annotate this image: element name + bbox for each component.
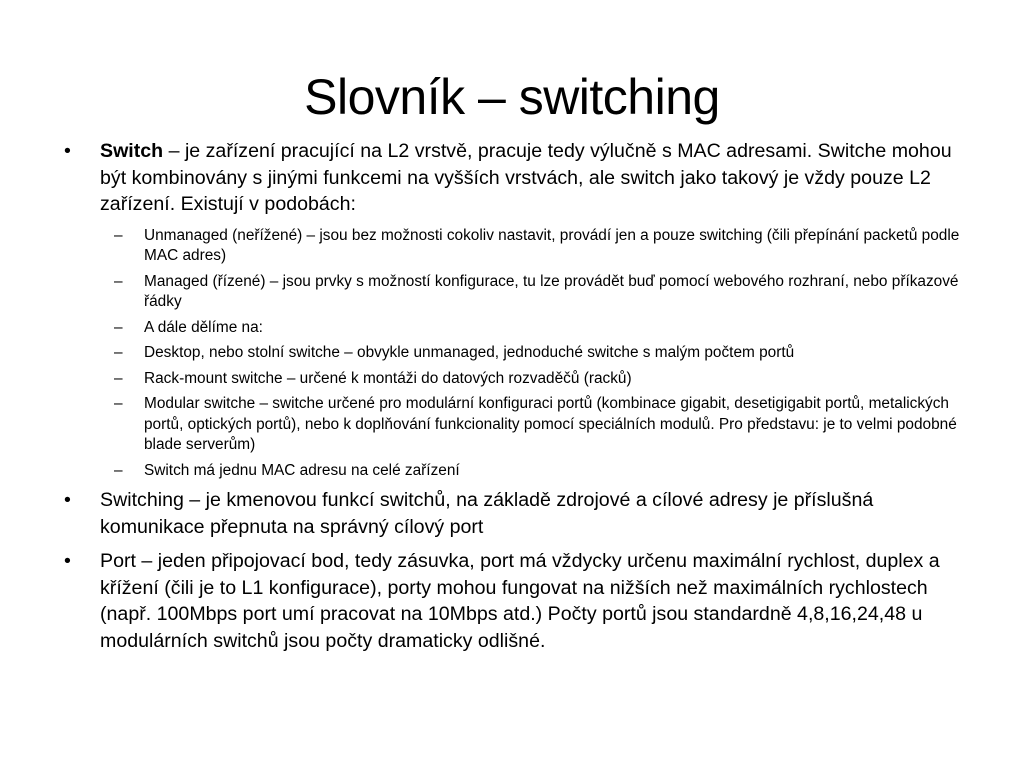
sub-bullet-list (64, 226, 964, 482)
sub-bullet-item (64, 226, 964, 267)
bullet-port (64, 548, 964, 654)
bullet-text: – je zařízení pracující na L2 vrstvě, pracuje tedy výlučně s MAC adresami. Switche mohou být kombinovány s jinými funkcemi na vyšších vrstvách, ale switch jako takový je vždy pouze L2 zařízení. Existují v podobách: (100, 140, 952, 215)
sub-bullet-text: Unmanaged (neřížené) – jsou bez možnosti cokoliv nastavit, provádí jen a pouze switching (čili přepínání packetů podle MAC adres) (144, 226, 960, 264)
sub-bullet-marker: – (114, 344, 123, 361)
sub-bullet-marker: – (114, 369, 123, 387)
bullet-switch (64, 138, 964, 218)
sub-bullet-text: Modular switche – switche určené pro modulární konfiguraci portů (kombinace gigabit, desetigigabit portů, metalických portů, optických portů), nebo k doplňování funkcionality pomocí speciálních modulů. Pro představu: je to velmi podobné blade serverům) (144, 395, 957, 453)
sub-bullet-item (64, 461, 964, 482)
sub-bullet-text: Desktop, nebo stolní switche – obvykle unmanaged, jednoduché switche s malým počtem portů (144, 344, 795, 361)
sub-bullet-text: Rack-mount switche – určené k montáži do datových rozvaděčů (racků) (144, 369, 632, 387)
sub-bullet-text: A dále dělíme na: (144, 318, 263, 336)
sub-bullet-item (64, 318, 964, 339)
sub-bullet-item (64, 369, 964, 390)
bullet-switching (64, 487, 964, 540)
sub-bullet-text: Managed (řízené) – jsou prvky s možností konfigurace, tu lze provádět buď pomocí webového rozhraní, nebo příkazové řádky (144, 272, 959, 310)
slide-content (64, 138, 964, 662)
sub-bullet-item (64, 343, 964, 364)
bullet-marker: • (64, 489, 71, 511)
sub-bullet-item (64, 272, 964, 313)
sub-bullet-marker: – (114, 461, 123, 479)
bullet-marker: • (64, 140, 71, 162)
sub-bullet-marker: – (114, 272, 123, 290)
slide-title: Slovník – switching (304, 69, 720, 125)
bullet-lead-term: Switch (100, 140, 164, 162)
sub-bullet-marker: – (114, 226, 123, 244)
sub-bullet-item (64, 394, 964, 456)
bullet-text: Switching – je kmenovou funkcí switchů, na základě zdrojové a cílové adresy je příslušná komunikace přepnuta na správný cílový port (100, 489, 874, 538)
sub-bullet-marker: – (114, 318, 123, 336)
bullet-marker: • (64, 550, 71, 572)
sub-bullet-text: Switch má jednu MAC adresu na celé zařízení (144, 461, 460, 479)
sub-bullet-marker: – (114, 395, 123, 412)
bullet-text: Port – jeden připojovací bod, tedy zásuvka, port má vždycky určenu maximální rychlost, duplex a křížení (čili je to L1 konfigurace), porty mohou fungovat na nižších než maximálních rychlostech (např. 100Mbps port umí pracovat na 10Mbps atd.) Počty portů jsou standardně 4,8,16,24,48 u modulárních switchů jsou počty dramaticky odlišné. (100, 550, 940, 652)
